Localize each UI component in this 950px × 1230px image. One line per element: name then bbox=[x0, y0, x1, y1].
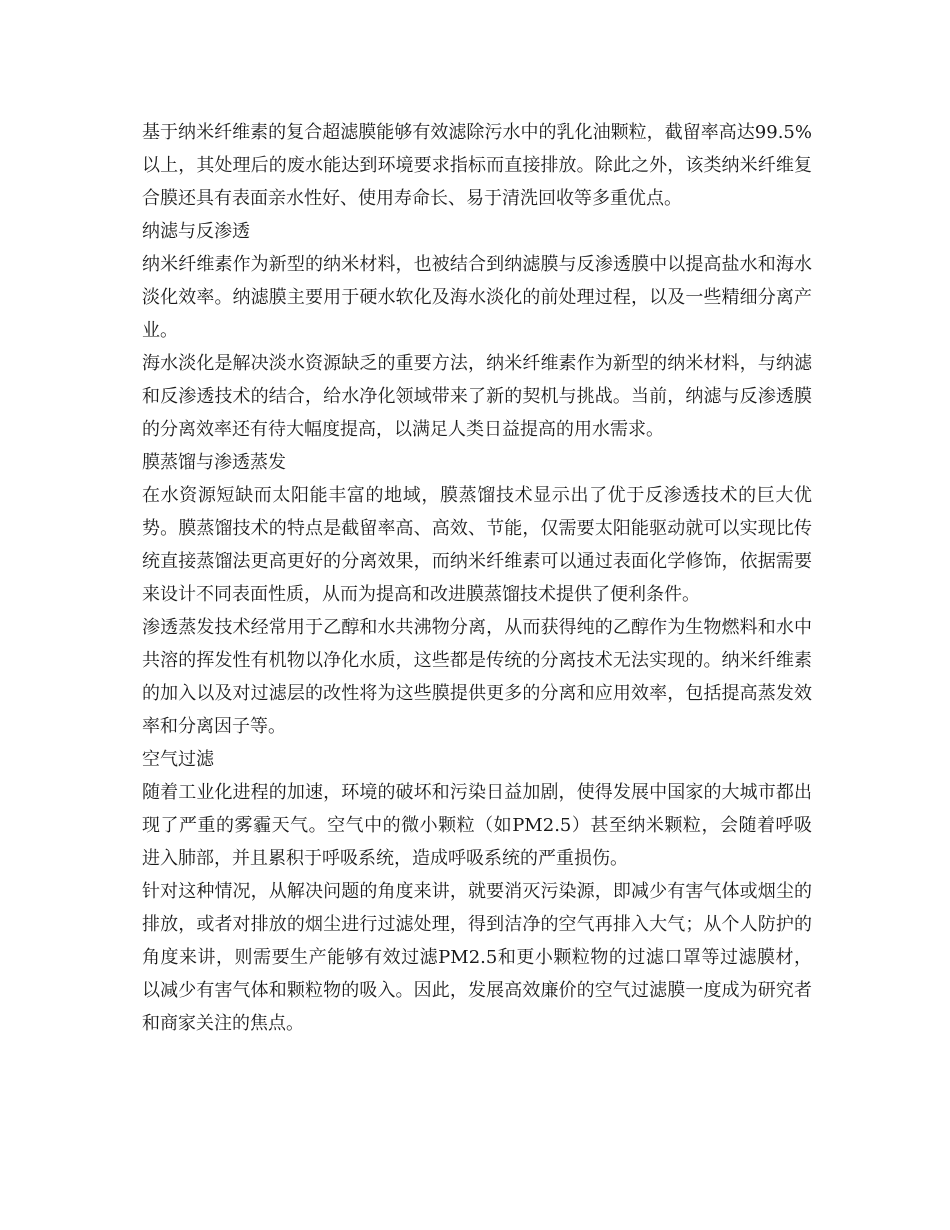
paragraph: 海水淡化是解决淡水资源缺乏的重要方法，纳米纤维素作为新型的纳米材料，与纳滤和反渗透技术的结合，给水净化领域带来了新的契机与挑战。当前，纳滤与反渗透膜的分离效率还有待大幅度提高，以满足人类日益提高的用水需求。 bbox=[142, 353, 812, 440]
paragraph: 纳米纤维素作为新型的纳米材料，也被结合到纳滤膜与反渗透膜中以提高盐水和海水淡化效率。纳滤膜主要用于硬水软化及海水淡化的前处理过程，以及一些精细分离产业。 bbox=[142, 254, 812, 341]
paragraph: 针对这种情况，从解决问题的角度来讲，就要消灭污染源，即减少有害气体或烟尘的排放，或者对排放的烟尘进行过滤处理，得到洁净的空气再排入大气；从个人防护的角度来讲，则需要生产能够有效过滤PM2.5和更小颗粒物的过滤口罩等过滤膜材，以减少有害气体和颗粒物的吸入。因此，发展高效廉价的空气过滤膜一度成为研究者和商家关注的焦点。 bbox=[142, 881, 812, 1034]
paragraph: 基于纳米纤维素的复合超滤膜能够有效滤除污水中的乳化油颗粒，截留率高达99.5%以上，其处理后的废水能达到环境要求指标而直接排放。除此之外，该类纳米纤维复合膜还具有表面亲水性好、使用寿命长、易于清洗回收等多重优点。 bbox=[142, 122, 812, 209]
paragraph: 在水资源短缺而太阳能丰富的地域，膜蒸馏技术显示出了优于反渗透技术的巨大优势。膜蒸馏技术的特点是截留率高、高效、节能，仅需要太阳能驱动就可以实现比传统直接蒸馏法更高更好的分离效果，而纳米纤维素可以通过表面化学修饰，依据需要来设计不同表面性质，从而为提高和改进膜蒸馏技术提供了便利条件。 bbox=[142, 485, 812, 605]
document-body bbox=[142, 116, 812, 1040]
section-heading: 纳滤与反渗透 bbox=[142, 221, 250, 242]
section-heading: 空气过滤 bbox=[142, 749, 214, 770]
section-heading: 膜蒸馏与渗透蒸发 bbox=[142, 452, 286, 473]
paragraph: 渗透蒸发技术经常用于乙醇和水共沸物分离，从而获得纯的乙醇作为生物燃料和水中共溶的挥发性有机物以净化水质，这些都是传统的分离技术无法实现的。纳米纤维素的加入以及对过滤层的改性将为这些膜提供更多的分离和应用效率，包括提高蒸发效率和分离因子等。 bbox=[142, 617, 812, 737]
paragraph: 随着工业化进程的加速，环境的破坏和污染日益加剧，使得发展中国家的大城市都出现了严重的雾霾天气。空气中的微小颗粒（如PM2.5）甚至纳米颗粒，会随着呼吸进入肺部，并且累积于呼吸系统，造成呼吸系统的严重损伤。 bbox=[142, 782, 812, 869]
